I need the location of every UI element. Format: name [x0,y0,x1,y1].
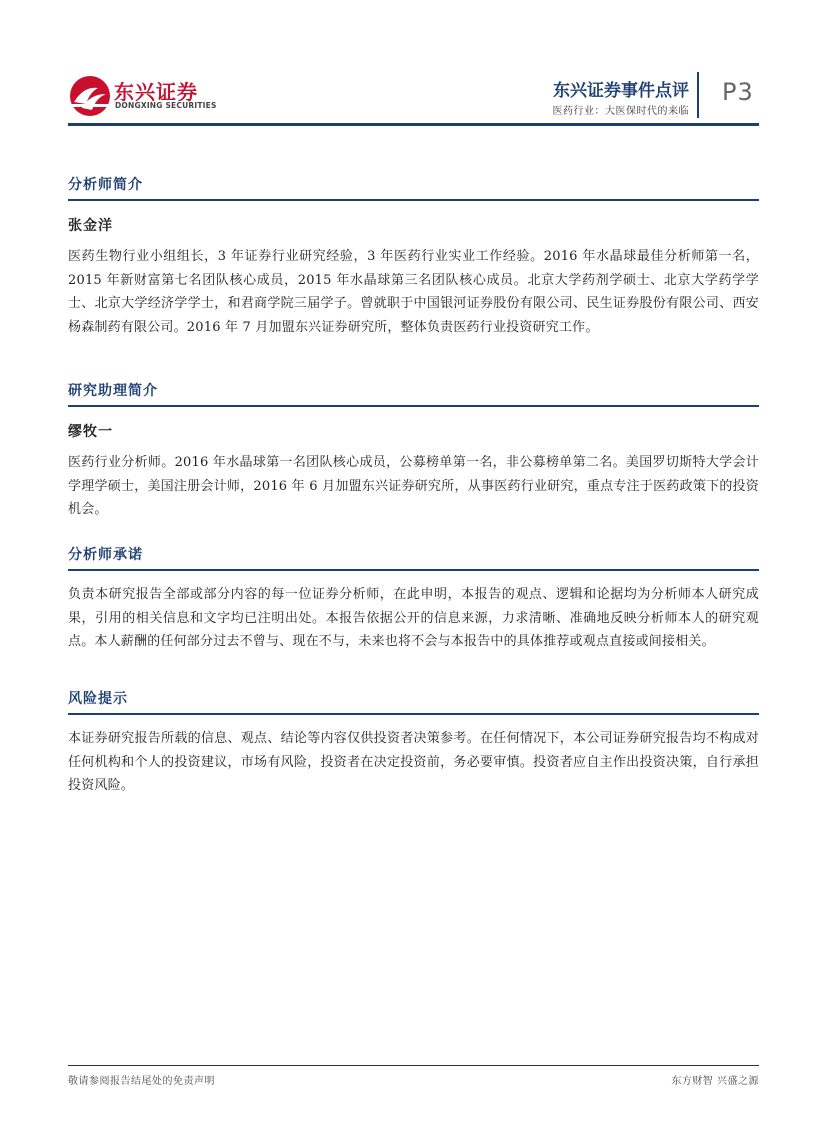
document-subtitle: 医药行业：大医保时代的来临 [552,106,689,117]
header-rule [68,123,759,126]
section-title: 分析师简介 [68,177,143,193]
section-title: 研究助理简介 [68,383,158,399]
section-title: 风险提示 [68,691,128,707]
assistant-name: 缪牧一 [68,424,113,440]
header-divider [697,72,699,118]
commitment-text: 负责本研究报告全部或部分内容的每一位证券分析师，在此申明，本报告的观点、逻辑和论据均为分析师本人研究成果，引用的相关信息和文字均已注明出处。本报告依据公开的信息来源，力求清晰、准确地反映分析师本人的研究观点。本人薪酬的任何部分过去不曾与、现在不与，未来也将不会与本报告中的具体推荐或观点直接或间接相关。 [68,587,759,649]
document-type: 东兴证券事件点评 [553,81,689,101]
section-rule [68,199,759,201]
assistant-section [68,381,759,522]
risk-text: 本证券研究报告所载的信息、观点、结论等内容仅供投资者决策参考。在任何情况下，本公司证券研究报告均不构成对任何机构和个人的投资建议，市场有风险，投资者在决定投资前，务必要审慎。投资者应自主作出投资决策，自行承担投资风险。 [68,731,759,793]
page-header [0,0,827,130]
footer-disclaimer-note: 敬请参阅报告结尾处的免责声明 [68,1076,215,1087]
commitment-section [68,545,759,654]
page-number: P3 [722,78,754,106]
logo-english-name: DONGXING SECURITIES [115,101,217,110]
section-rule [68,569,759,571]
risk-section [68,689,759,798]
analyst-name: 张金洋 [68,218,113,234]
logo-chinese-name: 东兴证券 [114,80,198,104]
section-title: 分析师承诺 [68,547,143,563]
analyst-section [68,175,759,339]
section-rule [68,405,759,407]
analyst-bio: 医药生物行业小组组长，3 年证券行业研究经验，3 年医药行业实业工作经验。2016 年水晶球最佳分析师第一名，2015 年新财富第七名团队核心成员，2015 年水晶球第三名团队核心成员。北京大学药剂学硕士、北京大学药学学士、北京大学经济学学士，和君商学院三届学子。曾就职于中国银河证券股份有限公司、民生证券股份有限公司、西安杨森制药有限公司。2016 年 7 月加盟东兴证券研究所，整体负责医药行业投资研究工作。 [68,249,759,335]
dongxing-logo-icon [68,74,112,118]
section-rule [68,713,759,715]
assistant-bio: 医药行业分析师。2016 年水晶球第一名团队核心成员，公募榜单第一名，非公募榜单第二名。美国罗切斯特大学会计学理学硕士，美国注册会计师，2016 年 6 月加盟东兴证券研究所，从事医药行业研究，重点专注于医药政策下的投资机会。 [68,455,759,517]
footer-rule [68,1065,759,1066]
company-logo [68,74,217,118]
footer-slogan: 东方财智 兴盛之源 [671,1076,759,1087]
